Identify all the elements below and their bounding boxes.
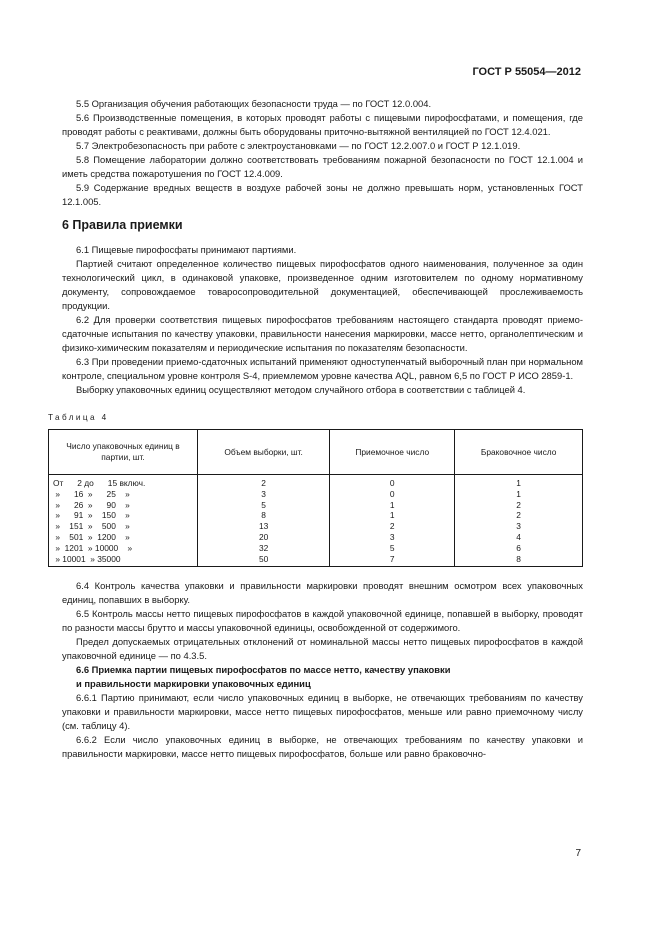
sample-size-cell: 32 xyxy=(198,543,330,554)
table-row xyxy=(49,500,583,511)
table-row xyxy=(49,475,583,489)
sample-size-cell: 5 xyxy=(198,500,330,511)
reject-number-cell: 8 xyxy=(455,554,583,567)
lot-size-range-cell: » 16 » 25 » xyxy=(49,489,198,500)
paragraph-5-8: 5.8 Помещение лаборатории должно соответствовать требованиям пожарной безопасности по ГОСТ 12.1.004 и иметь средства пожаротушения по ГОСТ 12.4.009. xyxy=(62,154,583,179)
accept-number-cell: 1 xyxy=(330,500,455,511)
paragraph-6-6-1: 6.6.1 Партию принимают, если число упаковочных единиц в выборке, не отвечающих требованиям по качеству упаковки и правильности маркировки, массе нетто пищевых пирофосфатов, меньше или равно приемочному числу (см. таблицу 4). xyxy=(62,692,583,732)
section-6-title: 6 Правила приемки xyxy=(62,218,183,232)
reject-number-cell: 2 xyxy=(455,510,583,521)
table-header-sample-size: Объем выборки, шт. xyxy=(198,430,330,475)
sample-size-cell: 13 xyxy=(198,521,330,532)
reject-number-cell: 3 xyxy=(455,521,583,532)
sample-size-cell: 2 xyxy=(198,475,330,489)
table-row xyxy=(49,532,583,543)
paragraph-5-5: 5.5 Организация обучения работающих безопасности труда — по ГОСТ 12.0.004. xyxy=(76,98,432,109)
lot-size-range-cell: » 501 » 1200 » xyxy=(49,532,198,543)
paragraph-5-7: 5.7 Электробезопасность при работе с электроустановками — по ГОСТ 12.2.007.0 и ГОСТ Р 12.1.019. xyxy=(76,140,521,151)
paragraph-sampling: Выборку упаковочных единиц осуществляют методом случайного отбора в соответствии с таблицей 4. xyxy=(76,384,526,395)
table-header-lot-size: Число упаковочных единиц в партии, шт. xyxy=(49,430,198,475)
sample-size-cell: 8 xyxy=(198,510,330,521)
paragraph-batch-definition: Партией считают определенное количество пищевых пирофосфатов одного наименования, полученное за один технологический цикл, в одинаковой упаковке, произведенное одним изготовителем по одному нормативному документу, сопровождаемое товаросопроводительной документацией, обеспечивающей прослеживаемость продукции. xyxy=(62,258,583,311)
paragraph-6-2: 6.2 Для проверки соответствия пищевых пирофосфатов требованиям настоящего стандарта проводят приемо-сдаточные испытания по качеству упаковки, правильности нанесения маркировки, массе нетто, органолептическим и физико-химическим показателям и периодические испытания по показателям безопасности. xyxy=(62,314,583,353)
paragraph-6-1: 6.1 Пищевые пирофосфаты принимают партиями. xyxy=(76,244,297,255)
sample-size-cell: 50 xyxy=(198,554,330,567)
reject-number-cell: 6 xyxy=(455,543,583,554)
sample-size-cell: 3 xyxy=(198,489,330,500)
lot-size-range-cell: » 151 » 500 » xyxy=(49,521,198,532)
table-row xyxy=(49,510,583,521)
paragraph-5-6: 5.6 Производственные помещения, в которых проводят работы с пищевыми пирофосфатами, и помещения, где проводят работы с реактивами, должны быть оборудованы приточно-вытяжной вентиляцией по ГОСТ 12.4.021. xyxy=(62,112,583,137)
accept-number-cell: 0 xyxy=(330,475,455,489)
accept-number-cell: 1 xyxy=(330,510,455,521)
table-4-body xyxy=(49,475,583,567)
paragraph-6-3: 6.3 При проведении приемо-сдаточных испытаний применяют одноступенчатый выборочный план при нормальном контроле, специальном уровне контроля S-4, приемлемом уровне качества AQL, равном 6,5 по ГОСТ Р ИСО 2859-1. xyxy=(62,356,583,381)
reject-number-cell: 1 xyxy=(455,475,583,489)
paragraph-tolerance: Предел допускаемых отрицательных отклонений от номинальной массы нетто пищевых пирофосфатов в каждой упаковочной единице — по 4.3.5. xyxy=(62,636,583,662)
table-4 xyxy=(48,429,583,567)
sample-size-cell: 20 xyxy=(198,532,330,543)
accept-number-cell: 2 xyxy=(330,521,455,532)
table-row xyxy=(49,554,583,567)
subsection-6-6-title-line1: 6.6 Приемка партии пищевых пирофосфатов по массе нетто, качеству упаковки xyxy=(76,664,451,676)
paragraph-6-5: 6.5 Контроль массы нетто пищевых пирофосфатов в каждой упаковочной единице, попавшей в выборку, проводят по разности массы брутто и массы упаковочной единицы, освобожденной от содержимого. xyxy=(62,608,583,634)
reject-number-cell: 1 xyxy=(455,489,583,500)
paragraph-5-9: 5.9 Содержание вредных веществ в воздухе рабочей зоны не должно превышать норм, установленных ГОСТ 12.1.005. xyxy=(62,182,583,207)
lot-size-range-cell: » 91 » 150 » xyxy=(49,510,198,521)
paragraph-6-4: 6.4 Контроль качества упаковки и правильности маркировки проводят внешним осмотром всех упаковочных единиц, попавших в выборку. xyxy=(62,580,583,606)
lot-size-range-cell: » 26 » 90 » xyxy=(49,500,198,511)
lot-size-range-cell: » 10001 » 35000 xyxy=(49,554,198,567)
subsection-6-6-title xyxy=(62,663,583,691)
subsection-6-6-title-line2: и правильности маркировки упаковочных единиц xyxy=(76,678,311,690)
paragraph-6-6-2: 6.6.2 Если число упаковочных единиц в выборке, не отвечающих требованиям по качеству упаковки и правильности маркировки, массе нетто пищевых пирофосфатов, больше или равно браковочно- xyxy=(62,734,583,760)
document-code: ГОСТ Р 55054—2012 xyxy=(472,66,581,78)
page-number: 7 xyxy=(575,848,581,859)
lot-size-range-cell: » 1201 » 10000 » xyxy=(49,543,198,554)
table-4-label: Таблица 4 xyxy=(48,413,109,422)
table-row xyxy=(49,543,583,554)
reject-number-cell: 2 xyxy=(455,500,583,511)
table-row xyxy=(49,521,583,532)
accept-number-cell: 0 xyxy=(330,489,455,500)
table-row xyxy=(49,489,583,500)
accept-number-cell: 7 xyxy=(330,554,455,567)
lot-size-range-cell: От 2 до 15 включ. xyxy=(49,475,198,489)
accept-number-cell: 5 xyxy=(330,543,455,554)
table-header-accept-number: Приемочное число xyxy=(330,430,455,475)
document-body xyxy=(48,97,583,761)
table-header-reject-number: Браковочное число xyxy=(455,430,583,475)
reject-number-cell: 4 xyxy=(455,532,583,543)
accept-number-cell: 3 xyxy=(330,532,455,543)
